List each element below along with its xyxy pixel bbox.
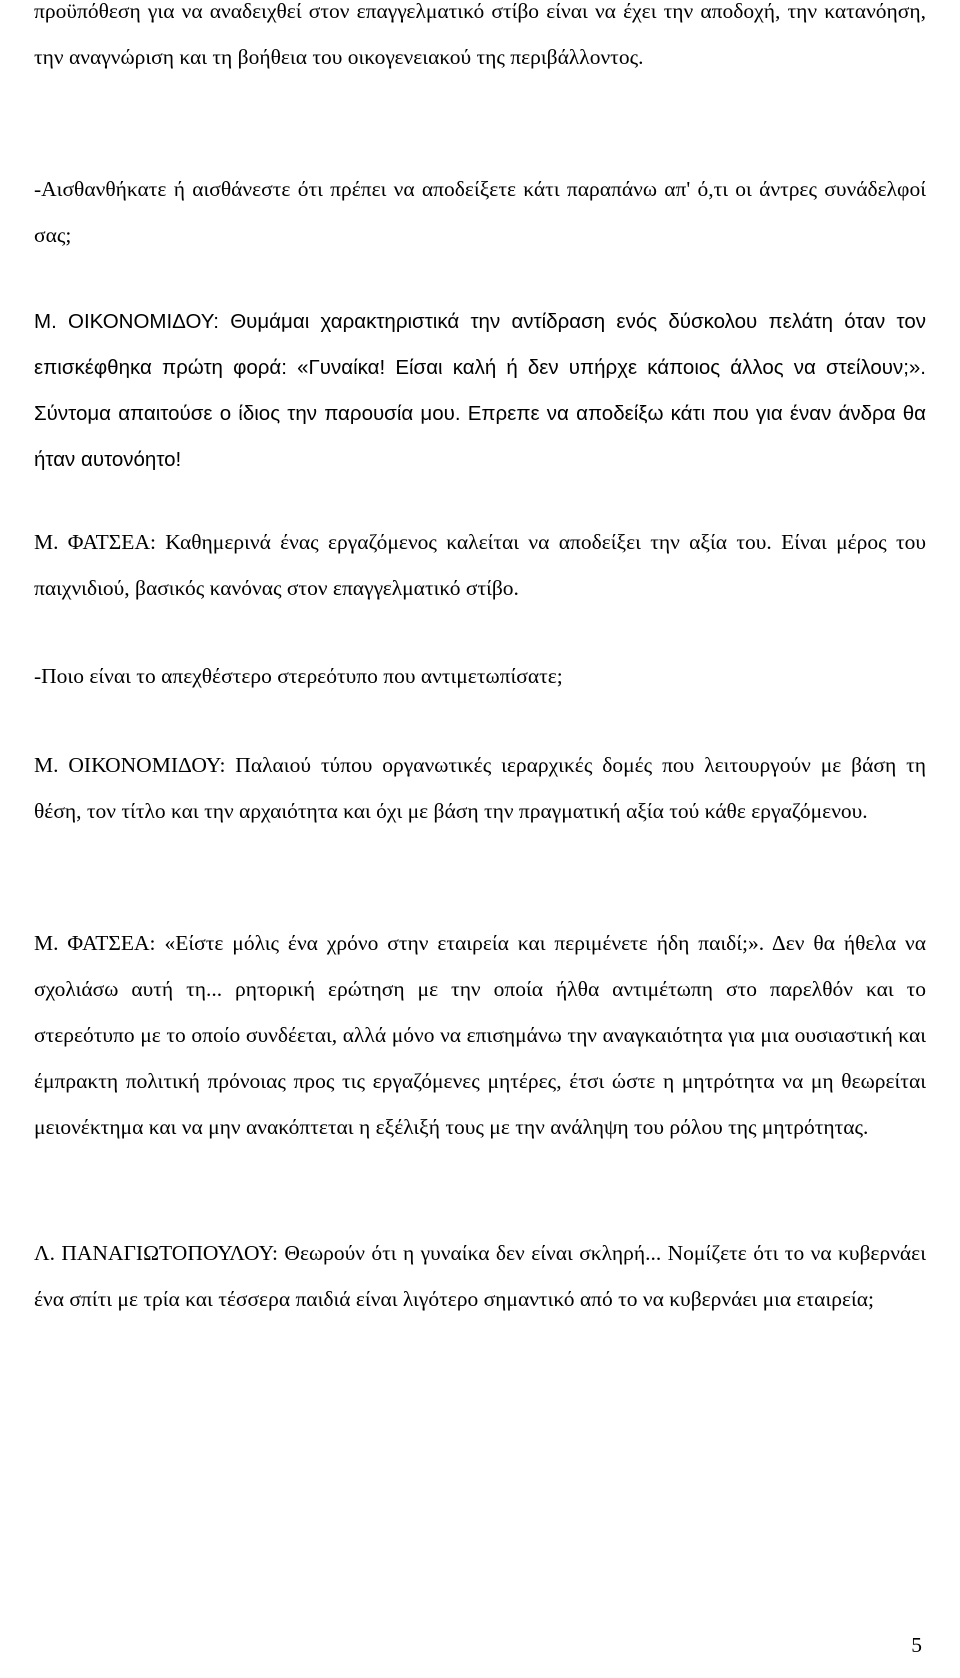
page-number: 5 <box>911 1633 922 1657</box>
answer-oikonomidou-client: Μ. ΟΙΚΟΝΟΜΙΔΟΥ: Θυμάμαι χαρακτηριστικά την αντίδραση ενός δύσκολου πελάτη όταν τον επισκέφθηκα πρώτη φορά: «Γυναίκα! Είσαι καλή ή δεν υπήρχε κάποιος άλλος να στείλουν;». Σύντομα απαιτούσε ο ίδιος την παρουσία μου. Επρεπε να αποδείξω κάτι που για έναν άνδρα θα ήταν αυτονόητο! <box>34 310 926 471</box>
paragraph-family-acceptance: προϋπόθεση για να αναδειχθεί στον επαγγελματικό στίβο είναι να έχει την αποδοχή, την κατανόηση, την αναγνώριση και τη βοήθεια του οικογενειακού της περιβάλλοντος. <box>34 0 926 69</box>
answer-fatsea-daily: Μ. ΦΑΤΣΕΑ: Καθημερινά ένας εργαζόμενος καλείται να αποδείξει την αξία του. Είναι μέρος του παιχνιδιού, βασικός κανόνας στον επαγγελματικό στίβο. <box>34 530 926 600</box>
answer-panagiotopoulou: Λ. ΠΑΝΑΓΙΩΤΟΠΟΥΛΟΥ: Θεωρούν ότι η γυναίκα δεν είναι σκληρή... Νομίζετε ότι το να κυβερνάει ένα σπίτι με τρία και τέσσερα παιδιά είναι λιγότερο σημαντικό από το να κυβερνάει μια εταιρεία; <box>34 1241 926 1311</box>
answer-oikonomidou-hierarchy: Μ. ΟΙΚΟΝΟΜΙΔΟΥ: Παλαιού τύπου οργανωτικές ιεραρχικές δομές που λειτουργούν με βάση τη θέση, τον τίτλο και την αρχαιότητα και όχι με βάση την πραγματική αξία τού κάθε εργαζόμενου. <box>34 753 926 823</box>
question-worst-stereotype: -Ποιο είναι το απεχθέστερο στερεότυπο που αντιμετωπίσατε; <box>34 664 563 688</box>
answer-fatsea-maternity: Μ. ΦΑΤΣΕΑ: «Είστε μόλις ένα χρόνο στην εταιρεία και περιμένετε ήδη παιδί;». Δεν θα ήθελα να σχολιάσω αυτή τη... ρητορική ερώτηση με την οποία ήλθα αντιμέτωπη στο παρελθόν και το στερεότυπο με το οποίο συνδέεται, αλλά μόνο να επισημάνω την αναγκαιότητα για μια ουσιαστική και έμπρακτη πολιτική πρόνοιας προς τις εργαζόμενες μητέρες, έτσι ώστε η μητρότητα να μη θεωρείται μειονέκτημα και να μην ανακόπτεται η εξέλιξή τους με την ανάληψη του ρόλου της μητρότητας. <box>34 931 926 1139</box>
question-prove-more: -Αισθανθήκατε ή αισθάνεστε ότι πρέπει να αποδείξετε κάτι παραπάνω απ' ό,τι οι άντρες συνάδελφοί σας; <box>34 177 926 247</box>
